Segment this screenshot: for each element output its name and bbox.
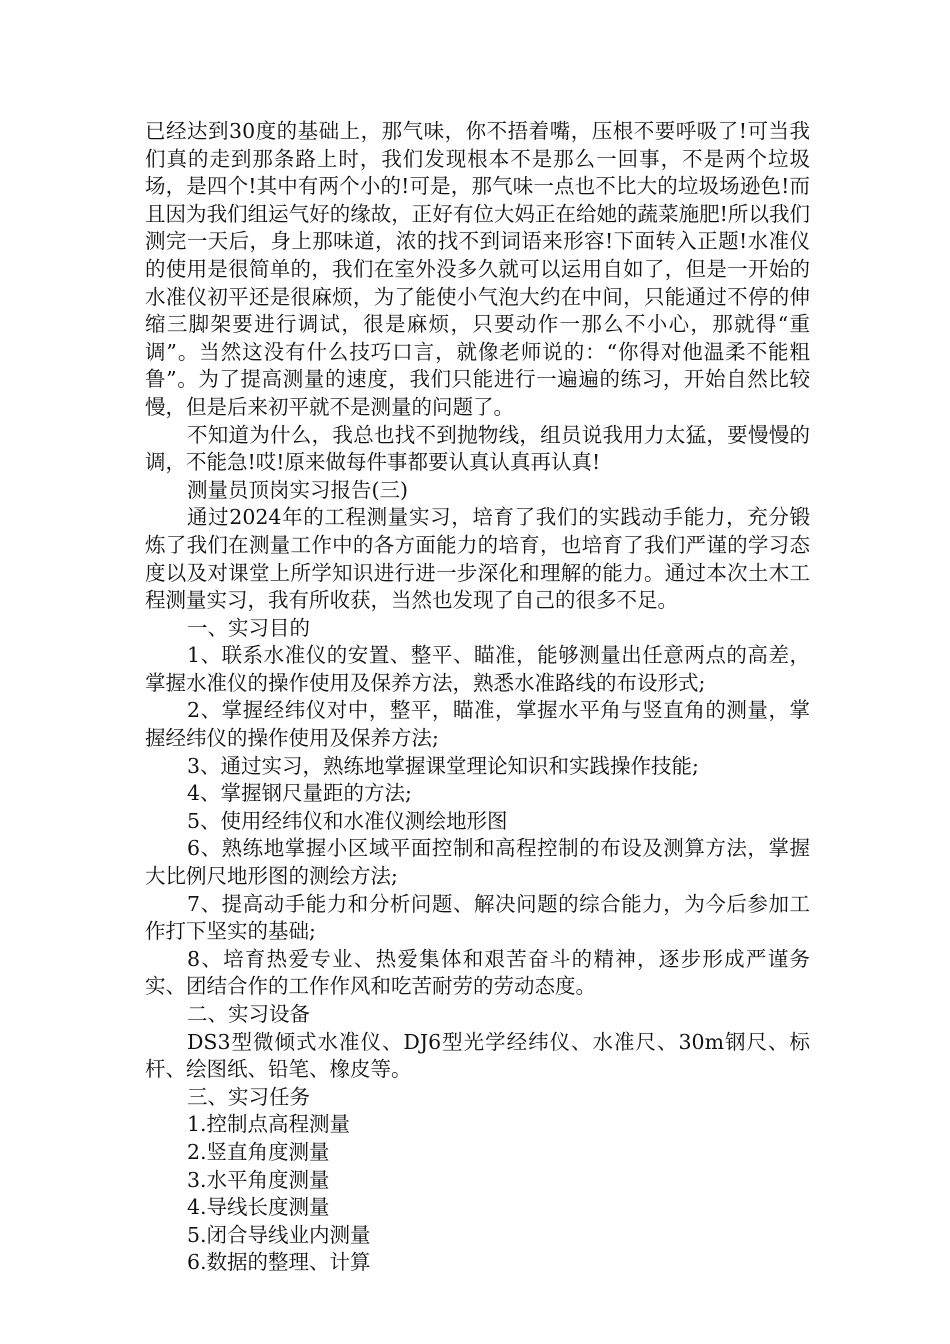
section-heading: 一、实习目的 — [187, 615, 310, 640]
list-item: 3.水平角度测量 — [187, 1167, 330, 1192]
list-item: 3、通过实习，熟练地掌握课堂理论知识和实践操作技能; — [187, 753, 699, 778]
list-item: 6.数据的整理、计算 — [187, 1250, 371, 1275]
section-heading: 三、实习任务 — [187, 1084, 310, 1109]
list-item: 5.闭合导线业内测量 — [187, 1222, 371, 1247]
paragraph-body: 已经达到30度的基础上，那气味，你不捂着嘴，压根不要呼吸了!可当我们真的走到那条路上时，我们发现根本不是那么一回事，不是两个垃圾场，是四个!其中有两个小的!可是，那气味一点也不比大的垃圾场逊色!而且因为我们组运气好的缘故，正好有位大妈正在给她的蔬菜施肥!所以我们测完一天后，身上那味道，浓的找不到词语来形容!下面转入正题!水准仪的使用是很简单的，我们在室外没多久就可以运用自如了，但是一开始的水准仪初平还是很麻烦，为了能使小气泡大约在中间，只能通过不停的伸缩三脚架要进行调试，很是麻烦，只要动作一那么不小心，那就得“重调”。当然这没有什么技巧口言，就像老师说的：“你得对他温柔不能粗鲁”。为了提高测量的速度，我们只能进行一遍遍的练习，开始自然比较慢，但是后来初平就不是测量的问题了。 — [145, 119, 810, 419]
section-title: 测量员顶岗实习报告(三) — [187, 477, 408, 502]
list-item: 6、熟练地掌握小区域平面控制和高程控制的布设及测算方法，掌握大比例尺地形图的测绘方法; — [145, 836, 810, 889]
list-item: 2.竖直角度测量 — [187, 1139, 330, 1164]
list-item: 1.控制点高程测量 — [187, 1112, 351, 1137]
list-item: 7、提高动手能力和分析问题、解决问题的综合能力，为今后参加工作打下坚实的基础; — [145, 891, 810, 944]
document-page — [145, 118, 810, 1277]
list-item: 8、培育热爱专业、热爱集体和艰苦奋斗的精神，逐步形成严谨务实、团结合作的工作作风和吃苦耐劳的劳动态度。 — [145, 946, 810, 999]
section-heading: 二、实习设备 — [187, 1002, 310, 1026]
list-item: 2、掌握经纬仪对中，整平，瞄准，掌握水平角与竖直角的测量，掌握经纬仪的操作使用及保养方法; — [145, 698, 810, 751]
paragraph-body: 不知道为什么，我总也找不到抛物线，组员说我用力太猛，要慢慢的调，不能急!哎!原来做每件事都要认真认真再认真! — [145, 422, 810, 475]
list-item: 5、使用经纬仪和水准仪测绘地形图 — [187, 808, 508, 833]
list-item: 4.导线长度测量 — [187, 1195, 330, 1220]
paragraph-body: DS3型微倾式水准仪、DJ6型光学经纬仪、水准尺、30m钢尺、标杆、绘图纸、铅笔、橡皮等。 — [145, 1029, 810, 1082]
paragraph-body: 通过2024年的工程测量实习，培育了我们的实践动手能力，充分锻炼了我们在测量工作中的各方面能力的培育，也培育了我们严谨的学习态度以及对课堂上所学知识进行进一步深化和理解的能力。通过本次土木工程测量实习，我有所收获，当然也发现了自己的很多不足。 — [145, 505, 810, 613]
list-item: 4、掌握钢尺量距的方法; — [187, 781, 412, 806]
list-item: 1、联系水准仪的安置、整平、瞄准，能够测量出任意两点的高差，掌握水准仪的操作使用及保养方法，熟悉水准路线的布设形式; — [145, 643, 810, 695]
